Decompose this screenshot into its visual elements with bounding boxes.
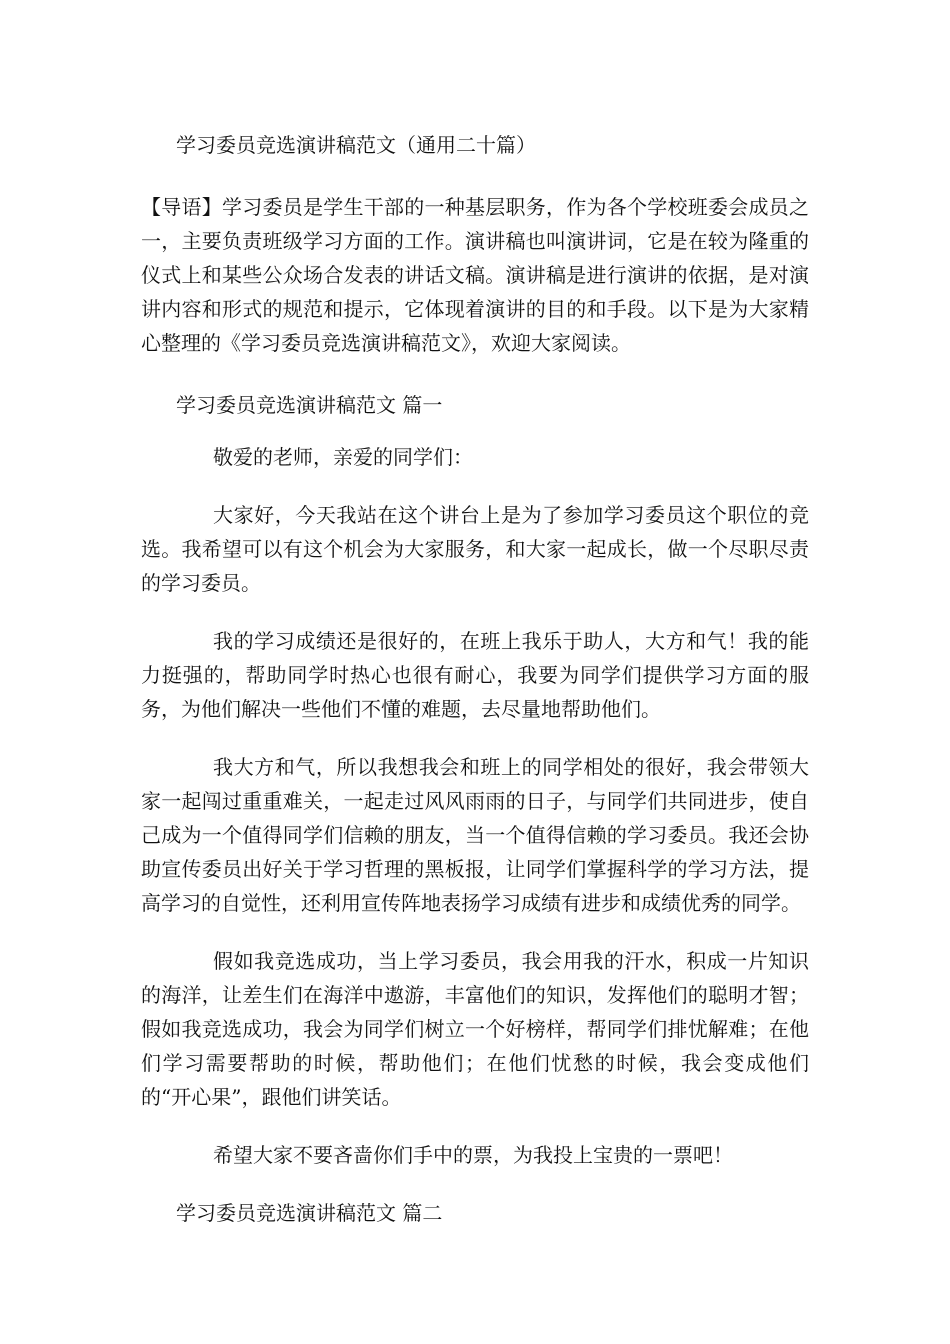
section-heading-1: 学习委员竞选演讲稿范文 篇一: [176, 393, 443, 417]
document-body: [141, 128, 809, 1248]
section-heading-2: 学习委员竞选演讲稿范文 篇二: [176, 1201, 443, 1225]
body-paragraph: 假如我竞选成功，当上学习委员，我会用我的汗水，积成一片知识的海洋，让差生们在海洋中遨游，丰富他们的知识，发挥他们的聪明才智；假如我竞选成功，我会为同学们树立一个好榜样，帮同学们排忧解难；在他们学习需要帮助的时候，帮助他们；在他们忧愁的时候，我会变成他们的“开心果”，跟他们讲笑话。: [141, 949, 809, 1109]
body-paragraph: 我的学习成绩还是很好的，在班上我乐于助人，大方和气！我的能力挺强的，帮助同学时热心也很有耐心，我要为同学们提供学习方面的服务，为他们解决一些他们不懂的难题，去尽量地帮助他们。: [141, 629, 809, 721]
document-title: 学习委员竞选演讲稿范文（通用二十篇）: [176, 133, 536, 157]
body-paragraph: 我大方和气，所以我想我会和班上的同学相处的很好，我会带领大家一起闯过重重难关，一起走过风风雨雨的日子，与同学们共同进步，使自己成为一个值得同学们信赖的朋友，当一个值得信赖的学习委员。我还会协助宣传委员出好关于学习哲理的黑板报，让同学们掌握科学的学习方法，提高学习的自觉性，还利用宣传阵地表扬学习成绩有进步和成绩优秀的同学。: [141, 755, 809, 915]
body-paragraph: 希望大家不要吝啬你们手中的票，为我投上宝贵的一票吧！: [213, 1143, 733, 1167]
body-paragraph: 大家好，今天我站在这个讲台上是为了参加学习委员这个职位的竞选。我希望可以有这个机会为大家服务，和大家一起成长，做一个尽职尽责的学习委员。: [141, 503, 809, 595]
intro-paragraph: 【导语】学习委员是学生干部的一种基层职务，作为各个学校班委会成员之一，主要负责班级学习方面的工作。演讲稿也叫演讲词，它是在较为隆重的仪式上和某些公众场合发表的讲话文稿。演讲稿是进行演讲的依据，是对演讲内容和形式的规范和提示，它体现着演讲的目的和手段。以下是为大家精心整理的《学习委员竞选演讲稿范文》，欢迎大家阅读。: [141, 195, 809, 355]
salutation: 敬爱的老师，亲爱的同学们：: [213, 445, 473, 469]
